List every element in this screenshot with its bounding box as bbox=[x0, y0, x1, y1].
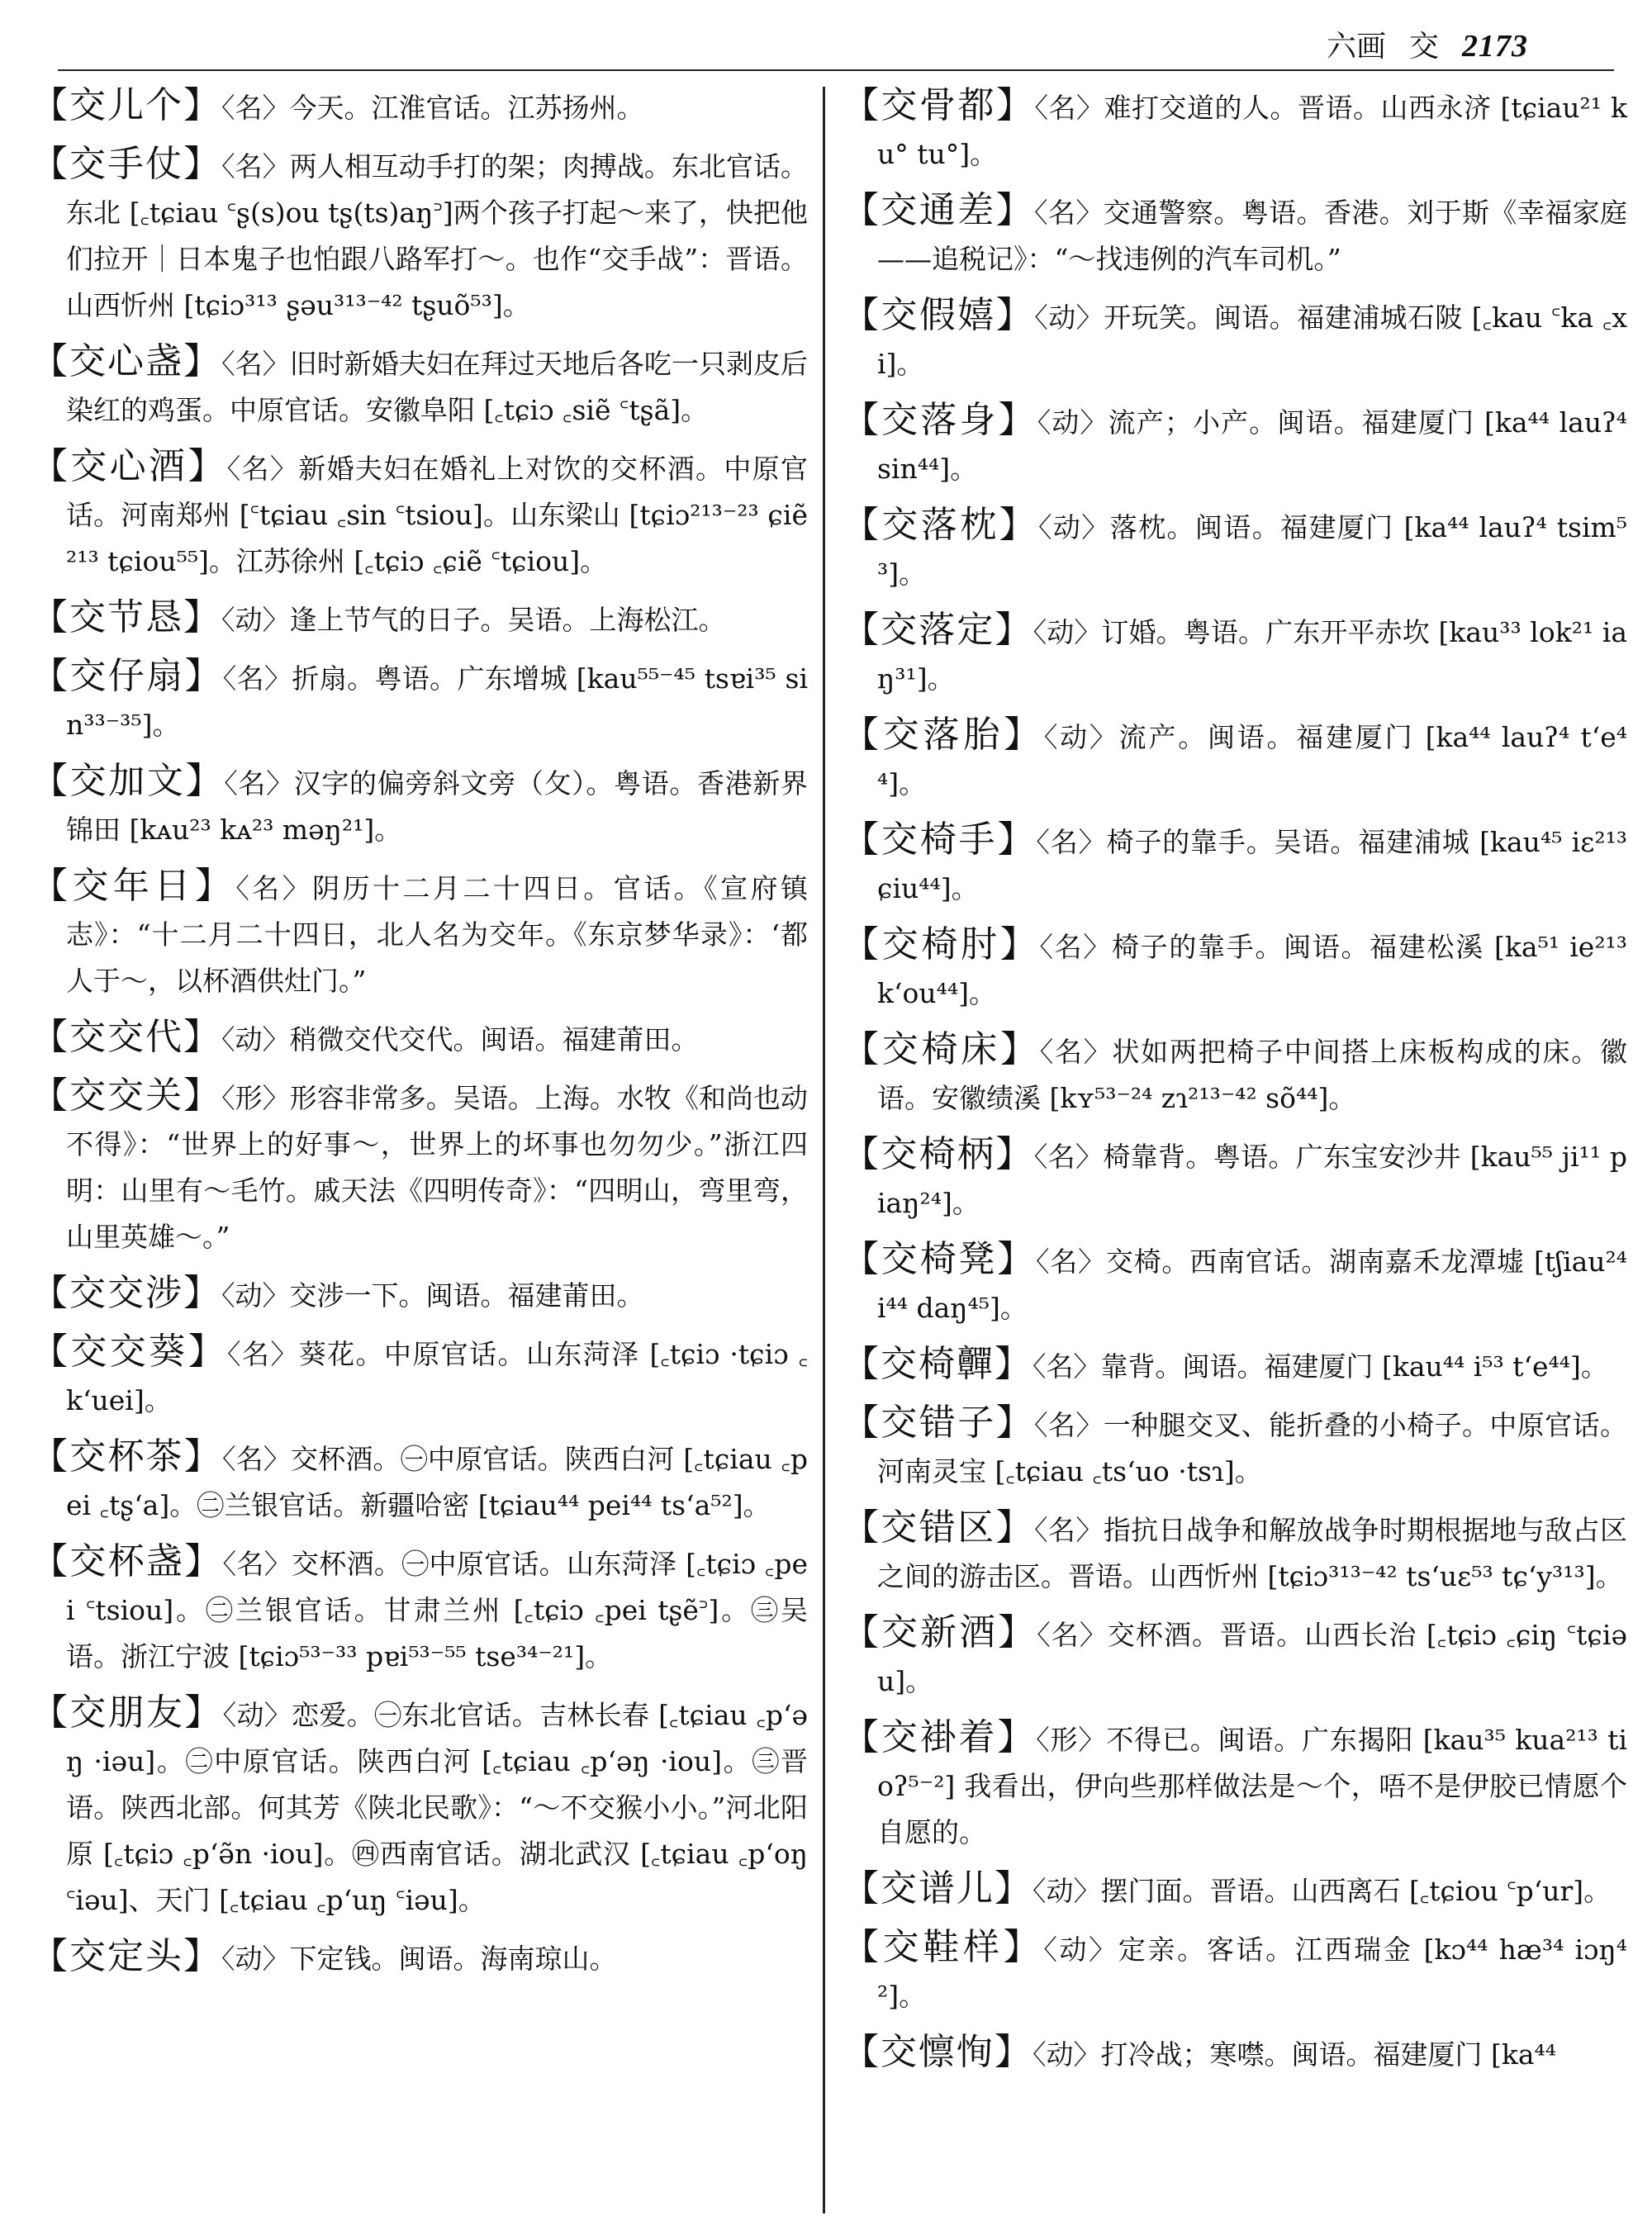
dictionary-entry bbox=[31, 1073, 808, 1260]
entry-definition: 〈名〉阴历十二月二十四日。官话。《宣府镇志》：“十二月二十四日，北人名为交年。《东京梦华录》：‘都人于～，以杯酒供灶门。” bbox=[66, 872, 809, 997]
dictionary-entry bbox=[843, 397, 1627, 492]
dictionary-entry bbox=[843, 1400, 1627, 1495]
entry-definition: 〈名〉折扇。粤语。广东增城 [kau⁵⁵⁻⁴⁵ tsɐi³⁵ sin³³⁻³⁵]。 bbox=[66, 662, 808, 741]
entry-headword: 【交椅肘】 bbox=[843, 923, 1040, 966]
dictionary-entry bbox=[31, 1539, 808, 1680]
entry-definition: 〈动〉流产。闽语。福建厦门 [ka⁴⁴ lauʔ⁴ t‘e⁴⁴]。 bbox=[877, 721, 1628, 799]
entry-headword: 【交交涉】 bbox=[31, 1272, 221, 1314]
entry-headword: 【交新酒】 bbox=[843, 1611, 1037, 1654]
dictionary-entry bbox=[31, 758, 808, 853]
dictionary-entry bbox=[843, 83, 1627, 178]
headword-text: 交杯茶 bbox=[69, 1435, 184, 1478]
dictionary-entry bbox=[31, 83, 808, 131]
dictionary-entry bbox=[31, 595, 808, 643]
entry-definition: 〈名〉交杯酒。晋语。山西长治 [꜀tɕiɔ ꜀ɕiŋ ꜂tɕiəu]。 bbox=[877, 1619, 1628, 1697]
entry-definition: 〈名〉靠背。闽语。福建厦门 [kau⁴⁴ i⁵³ t‘e⁴⁴]。 bbox=[1032, 1350, 1608, 1383]
dictionary-entry bbox=[843, 292, 1627, 387]
headword-text: 交通差 bbox=[881, 189, 996, 231]
dictionary-entry bbox=[31, 1434, 808, 1529]
entry-headword: 【交手仗】 bbox=[31, 143, 222, 185]
dictionary-entry bbox=[843, 817, 1627, 912]
right-column bbox=[843, 83, 1627, 2088]
dictionary-entry bbox=[843, 1505, 1627, 1600]
entry-definition: 〈名〉交杯酒。㊀中原官话。陕西白河 [꜀tɕiau ꜀pei ꜀tʂ‘a]。㊁兰银官话。新疆哈密 [tɕiau⁴⁴ pei⁴⁴ ts‘a⁵²]。 bbox=[66, 1443, 809, 1521]
headword-text: 交交涉 bbox=[69, 1272, 183, 1314]
entry-headword: 【交通差】 bbox=[843, 189, 1035, 231]
headword-text: 交椅䯬 bbox=[881, 1343, 995, 1385]
headword-text: 交落定 bbox=[881, 609, 995, 651]
entry-definition: 〈名〉椅子的靠手。闽语。福建松溪 [ka⁵¹ ie²¹³ k‘ou⁴⁴]。 bbox=[877, 931, 1628, 1009]
entry-headword: 【交错区】 bbox=[843, 1506, 1035, 1549]
entry-definition: 〈名〉新婚夫妇在婚礼上对饮的交杯酒。中原官话。河南郑州 [꜂tɕiau ꜀sin ꜂tsiou]。山东梁山 [tɕiɔ²¹³⁻²³ ɕiẽ²¹³ tɕiou⁵⁵]。江苏徐州 [꜀tɕiɔ ꜀ɕiẽ ꜂tɕiou]。 bbox=[66, 453, 809, 577]
page-number: 2173 bbox=[1462, 29, 1528, 64]
entry-headword: 【交褂着】 bbox=[843, 1716, 1037, 1758]
running-header bbox=[1326, 23, 1528, 64]
entry-definition: 〈形〉形容非常多。吴语。上海。水牧《和尚也动不得》：“世界上的好事～，世界上的坏事也勿勿少。”浙江四明：山里有～毛竹。戚天法《四明传奇》：“四明山，弯里弯，山里英雄～。” bbox=[66, 1082, 809, 1253]
entry-definition: 〈动〉落枕。闽语。福建厦门 [ka⁴⁴ lauʔ⁴ tsim⁵³]。 bbox=[877, 511, 1628, 590]
headword-text: 交假嬉 bbox=[881, 294, 996, 336]
dictionary-entry bbox=[843, 1341, 1627, 1390]
entry-definition: 〈动〉恋爱。㊀东北官话。吉林长春 [꜀tɕiau ꜀p‘əŋ ·iəu]。㊁中原官话。陕西白河 [꜀tɕiau ꜀p‘əŋ ·iou]。㊂晋语。陕西北部。何其芳《陕北民歌》：“～不交猴小小。”河北阳原 [꜀tɕiɔ ꜀p‘ə̃n ·iou]。㊃西南官话。湖北武汉 [꜀tɕiau ꜀p‘oŋ ꜂iəu]、天门 [꜀tɕiau ꜀p‘uŋ ꜂iəu]。 bbox=[66, 1699, 809, 1916]
dictionary-entry bbox=[843, 502, 1627, 597]
headword-text: 交椅手 bbox=[881, 818, 998, 861]
entry-headword: 【交交代】 bbox=[31, 1016, 221, 1058]
dictionary-entry bbox=[31, 444, 808, 585]
entry-definition: 〈动〉摆门面。晋语。山西离石 [꜀tɕiou ꜂p‘ur]。 bbox=[1032, 1875, 1612, 1907]
left-column bbox=[31, 83, 808, 1992]
headword-text: 交错区 bbox=[881, 1506, 996, 1549]
entry-headword: 【交杯盏】 bbox=[31, 1540, 223, 1582]
headword-text: 交褂着 bbox=[881, 1716, 998, 1758]
entry-definition: 〈名〉汉字的偏旁斜文旁（攵）。粤语。香港新界锦田 [kᴀu²³ kᴀ²³ məŋ²¹]。 bbox=[66, 767, 809, 846]
dictionary-entry bbox=[843, 1132, 1627, 1226]
entry-headword: 【交骨都】 bbox=[843, 84, 1035, 126]
headword-text: 交懔恂 bbox=[881, 2031, 995, 2073]
entry-headword: 【交交葵】 bbox=[31, 1331, 228, 1373]
dictionary-entry bbox=[31, 1014, 808, 1063]
entry-definition: 〈动〉逢上节气的日子。吴语。上海松江。 bbox=[221, 604, 726, 636]
entry-headword: 【交椅手】 bbox=[843, 818, 1037, 861]
headword-text: 交儿个 bbox=[69, 84, 183, 126]
entry-headword: 【交椅床】 bbox=[843, 1028, 1040, 1070]
entry-headword: 【交懔恂】 bbox=[843, 2031, 1032, 2073]
headword-text: 交谱儿 bbox=[881, 1867, 995, 1910]
entry-headword: 【交加文】 bbox=[31, 760, 225, 802]
dictionary-entry bbox=[843, 2029, 1627, 2078]
column-divider bbox=[823, 87, 825, 2213]
entry-definition: 〈名〉状如两把椅子中间搭上床板构成的床。徽语。安徽绩溪 [kʏ⁵³⁻²⁴ zɿ²¹³⁻⁴² sõ⁴⁴]。 bbox=[877, 1036, 1628, 1114]
headword-text: 交节恳 bbox=[69, 596, 183, 638]
headword-text: 交新酒 bbox=[881, 1611, 999, 1654]
entry-headword: 【交年日】 bbox=[31, 865, 236, 907]
dictionary-entry bbox=[843, 922, 1627, 1017]
headword-text: 交落身 bbox=[881, 399, 999, 441]
entry-definition: 〈动〉稍微交代交代。闽语。福建莆田。 bbox=[221, 1023, 699, 1056]
headword-text: 交骨都 bbox=[881, 84, 996, 126]
entry-definition: 〈名〉交通警察。粤语。香港。刘于斯《幸福家庭——追税记》：“～找违例的汽车司机。” bbox=[877, 197, 1628, 275]
dictionary-entry bbox=[843, 1027, 1627, 1122]
entry-headword: 【交假嬉】 bbox=[843, 294, 1035, 336]
headword-text: 交椅柄 bbox=[881, 1133, 996, 1175]
entry-headword: 【交谱儿】 bbox=[843, 1867, 1032, 1910]
entry-headword: 【交错子】 bbox=[843, 1402, 1035, 1444]
entry-headword: 【交心酒】 bbox=[31, 445, 227, 487]
headword-text: 交椅床 bbox=[881, 1028, 1000, 1070]
header-char: 交 bbox=[1408, 30, 1439, 64]
entry-definition: 〈动〉打冷战；寒噤。闽语。福建厦门 [ka⁴⁴ bbox=[1032, 2038, 1556, 2071]
entry-headword: 【交落枕】 bbox=[843, 504, 1039, 546]
headword-text: 交仔扇 bbox=[69, 655, 185, 697]
dictionary-entry bbox=[31, 1270, 808, 1319]
entry-headword: 【交儿个】 bbox=[31, 84, 221, 126]
entry-headword: 【交朋友】 bbox=[31, 1691, 223, 1734]
dictionary-entry bbox=[31, 863, 808, 1004]
entry-headword: 【交椅䯬】 bbox=[843, 1343, 1032, 1385]
entry-headword: 【交椅柄】 bbox=[843, 1133, 1034, 1175]
entry-definition: 〈名〉椅子的靠手。吴语。福建浦城 [kau⁴⁵ iɛ²¹³ ɕiu⁴⁴]。 bbox=[877, 826, 1628, 904]
dictionary-entry bbox=[843, 1715, 1627, 1856]
entry-definition: 〈名〉指抗日战争和解放战争时期根据地与敌占区之间的游击区。晋语。山西忻州 [tɕiɔ³¹³⁻⁴² ts‘uɛ⁵³ tɕ‘y³¹³]。 bbox=[877, 1514, 1628, 1592]
entry-definition: 〈名〉椅靠背。粤语。广东宝安沙井 [kau⁵⁵ ji¹¹ piaŋ²⁴]。 bbox=[877, 1141, 1628, 1219]
header-rule bbox=[58, 69, 1614, 71]
entry-definition: 〈名〉今天。江淮官话。江苏扬州。 bbox=[221, 92, 644, 124]
entry-definition: 〈名〉葵花。中原官话。山东菏泽 [꜀tɕiɔ ·tɕiɔ ꜀k‘uei]。 bbox=[66, 1338, 809, 1416]
entry-headword: 【交落胎】 bbox=[843, 714, 1044, 756]
headword-text: 交交代 bbox=[69, 1016, 183, 1058]
entry-definition: 〈名〉一种腿交叉、能折叠的小椅子。中原官话。河南灵宝 [꜀tɕiau ꜀ts‘uo ·tsɿ]。 bbox=[877, 1409, 1628, 1487]
entry-headword: 【交交关】 bbox=[31, 1075, 222, 1117]
entry-definition: 〈名〉交椅。西南官话。湖南嘉禾龙潭墟 [tʃiau²⁴ i⁴⁴ daŋ⁴⁵]。 bbox=[877, 1245, 1628, 1324]
entry-definition: 〈动〉交涉一下。闽语。福建莆田。 bbox=[221, 1279, 644, 1312]
dictionary-entry bbox=[843, 187, 1627, 282]
headword-text: 交椅凳 bbox=[881, 1238, 998, 1280]
entry-headword: 【交定头】 bbox=[31, 1935, 221, 1977]
dictionary-entry bbox=[843, 1236, 1627, 1331]
entry-definition: 〈名〉交杯酒。㊀中原官话。山东菏泽 [꜀tɕiɔ ꜀pei ꜂tsiou]。㊁兰银官话。甘肃兰州 [꜀tɕiɔ ꜀pei tʂẽ꜄]。㊂吴语。浙江宁波 [tɕiɔ⁵³⁻³³ pɐi⁵³⁻⁵⁵ tse³⁴⁻²¹]。 bbox=[66, 1548, 809, 1672]
entry-headword: 【交杯茶】 bbox=[31, 1435, 222, 1478]
dictionary-entry bbox=[843, 712, 1627, 807]
entry-definition: 〈动〉下定钱。闽语。海南琼山。 bbox=[221, 1943, 617, 1975]
headword-text: 交心酒 bbox=[70, 445, 188, 487]
entry-definition: 〈动〉定亲。客话。江西瑞金 [kɔ⁴⁴ hæ³⁴ iɔŋ⁴²]。 bbox=[877, 1933, 1628, 2012]
headword-text: 交心盏 bbox=[69, 340, 184, 382]
headword-text: 交椅肘 bbox=[881, 923, 1000, 966]
headword-text: 交手仗 bbox=[69, 143, 184, 185]
dictionary-entry bbox=[31, 141, 808, 329]
dictionary-entry bbox=[843, 1866, 1627, 1914]
entry-definition: 〈名〉旧时新婚夫妇在拜过天地后各吃一只剥皮后染红的鸡蛋。中原官话。安徽阜阳 [꜀tɕiɔ ꜀siẽ ꜂tʂã]。 bbox=[66, 348, 809, 426]
dictionary-entry bbox=[843, 607, 1627, 702]
entry-headword: 【交落身】 bbox=[843, 399, 1037, 441]
entry-definition: 〈名〉难打交道的人。晋语。山西永济 [tɕiau²¹ ku° tu°]。 bbox=[877, 92, 1627, 170]
entry-headword: 【交心盏】 bbox=[31, 340, 222, 382]
headword-text: 交错子 bbox=[881, 1402, 996, 1444]
dictionary-entry bbox=[31, 1690, 808, 1924]
dictionary-entry bbox=[31, 1329, 808, 1424]
entry-definition: 〈动〉开玩笑。闽语。福建浦城石陂 [꜀kau ꜂ka ꜀xi]。 bbox=[877, 301, 1628, 380]
headword-text: 交定头 bbox=[69, 1935, 183, 1977]
dictionary-entry bbox=[31, 653, 808, 748]
headword-text: 交交关 bbox=[69, 1075, 184, 1117]
header-section: 六画 bbox=[1326, 30, 1386, 64]
headword-text: 交鞋样 bbox=[882, 1926, 1004, 1968]
dictionary-entry bbox=[31, 339, 808, 434]
dictionary-entry bbox=[843, 1924, 1627, 2019]
headword-text: 交朋友 bbox=[69, 1691, 185, 1734]
entry-headword: 【交仔扇】 bbox=[31, 655, 223, 697]
dictionary-entry bbox=[31, 1933, 808, 1982]
headword-text: 交交葵 bbox=[70, 1331, 188, 1373]
entry-definition: 〈名〉两人相互动手打的架；肉搏战。东北官话。东北 [꜀tɕiau ꜂ʂ(s)ou tʂ(ts)aŋ꜄]两个孩子打起～来了，快把他们拉开｜日本鬼子也怕跟八路军打～。也作“交手战”：晋语。山西忻州 [tɕiɔ³¹³ ʂəu³¹³⁻⁴² tʂuõ⁵³]。 bbox=[66, 150, 809, 321]
headword-text: 交年日 bbox=[72, 865, 195, 907]
headword-text: 交杯盏 bbox=[69, 1540, 185, 1582]
entry-headword: 【交椅凳】 bbox=[843, 1238, 1036, 1280]
headword-text: 交落枕 bbox=[881, 504, 999, 546]
entry-headword: 【交节恳】 bbox=[31, 596, 221, 638]
headword-text: 交落胎 bbox=[882, 714, 1004, 756]
entry-definition: 〈动〉流产；小产。闽语。福建厦门 [ka⁴⁴ lauʔ⁴ sin⁴⁴]。 bbox=[877, 406, 1628, 485]
entry-headword: 【交落定】 bbox=[843, 609, 1033, 651]
headword-text: 交加文 bbox=[69, 760, 186, 802]
dictionary-entry bbox=[843, 1610, 1627, 1705]
entry-definition: 〈形〉不得已。闽语。广东揭阳 [kau³⁵ kua²¹³ tioʔ⁵⁻²] 我看出，伊向些那样做法是～个，唔不是伊胶已情愿个自愿的。 bbox=[877, 1724, 1628, 1848]
entry-definition: 〈动〉订婚。粤语。广东开平赤坎 [kau³³ lok²¹ iaŋ³¹]。 bbox=[877, 616, 1628, 695]
entry-headword: 【交鞋样】 bbox=[843, 1926, 1044, 1968]
